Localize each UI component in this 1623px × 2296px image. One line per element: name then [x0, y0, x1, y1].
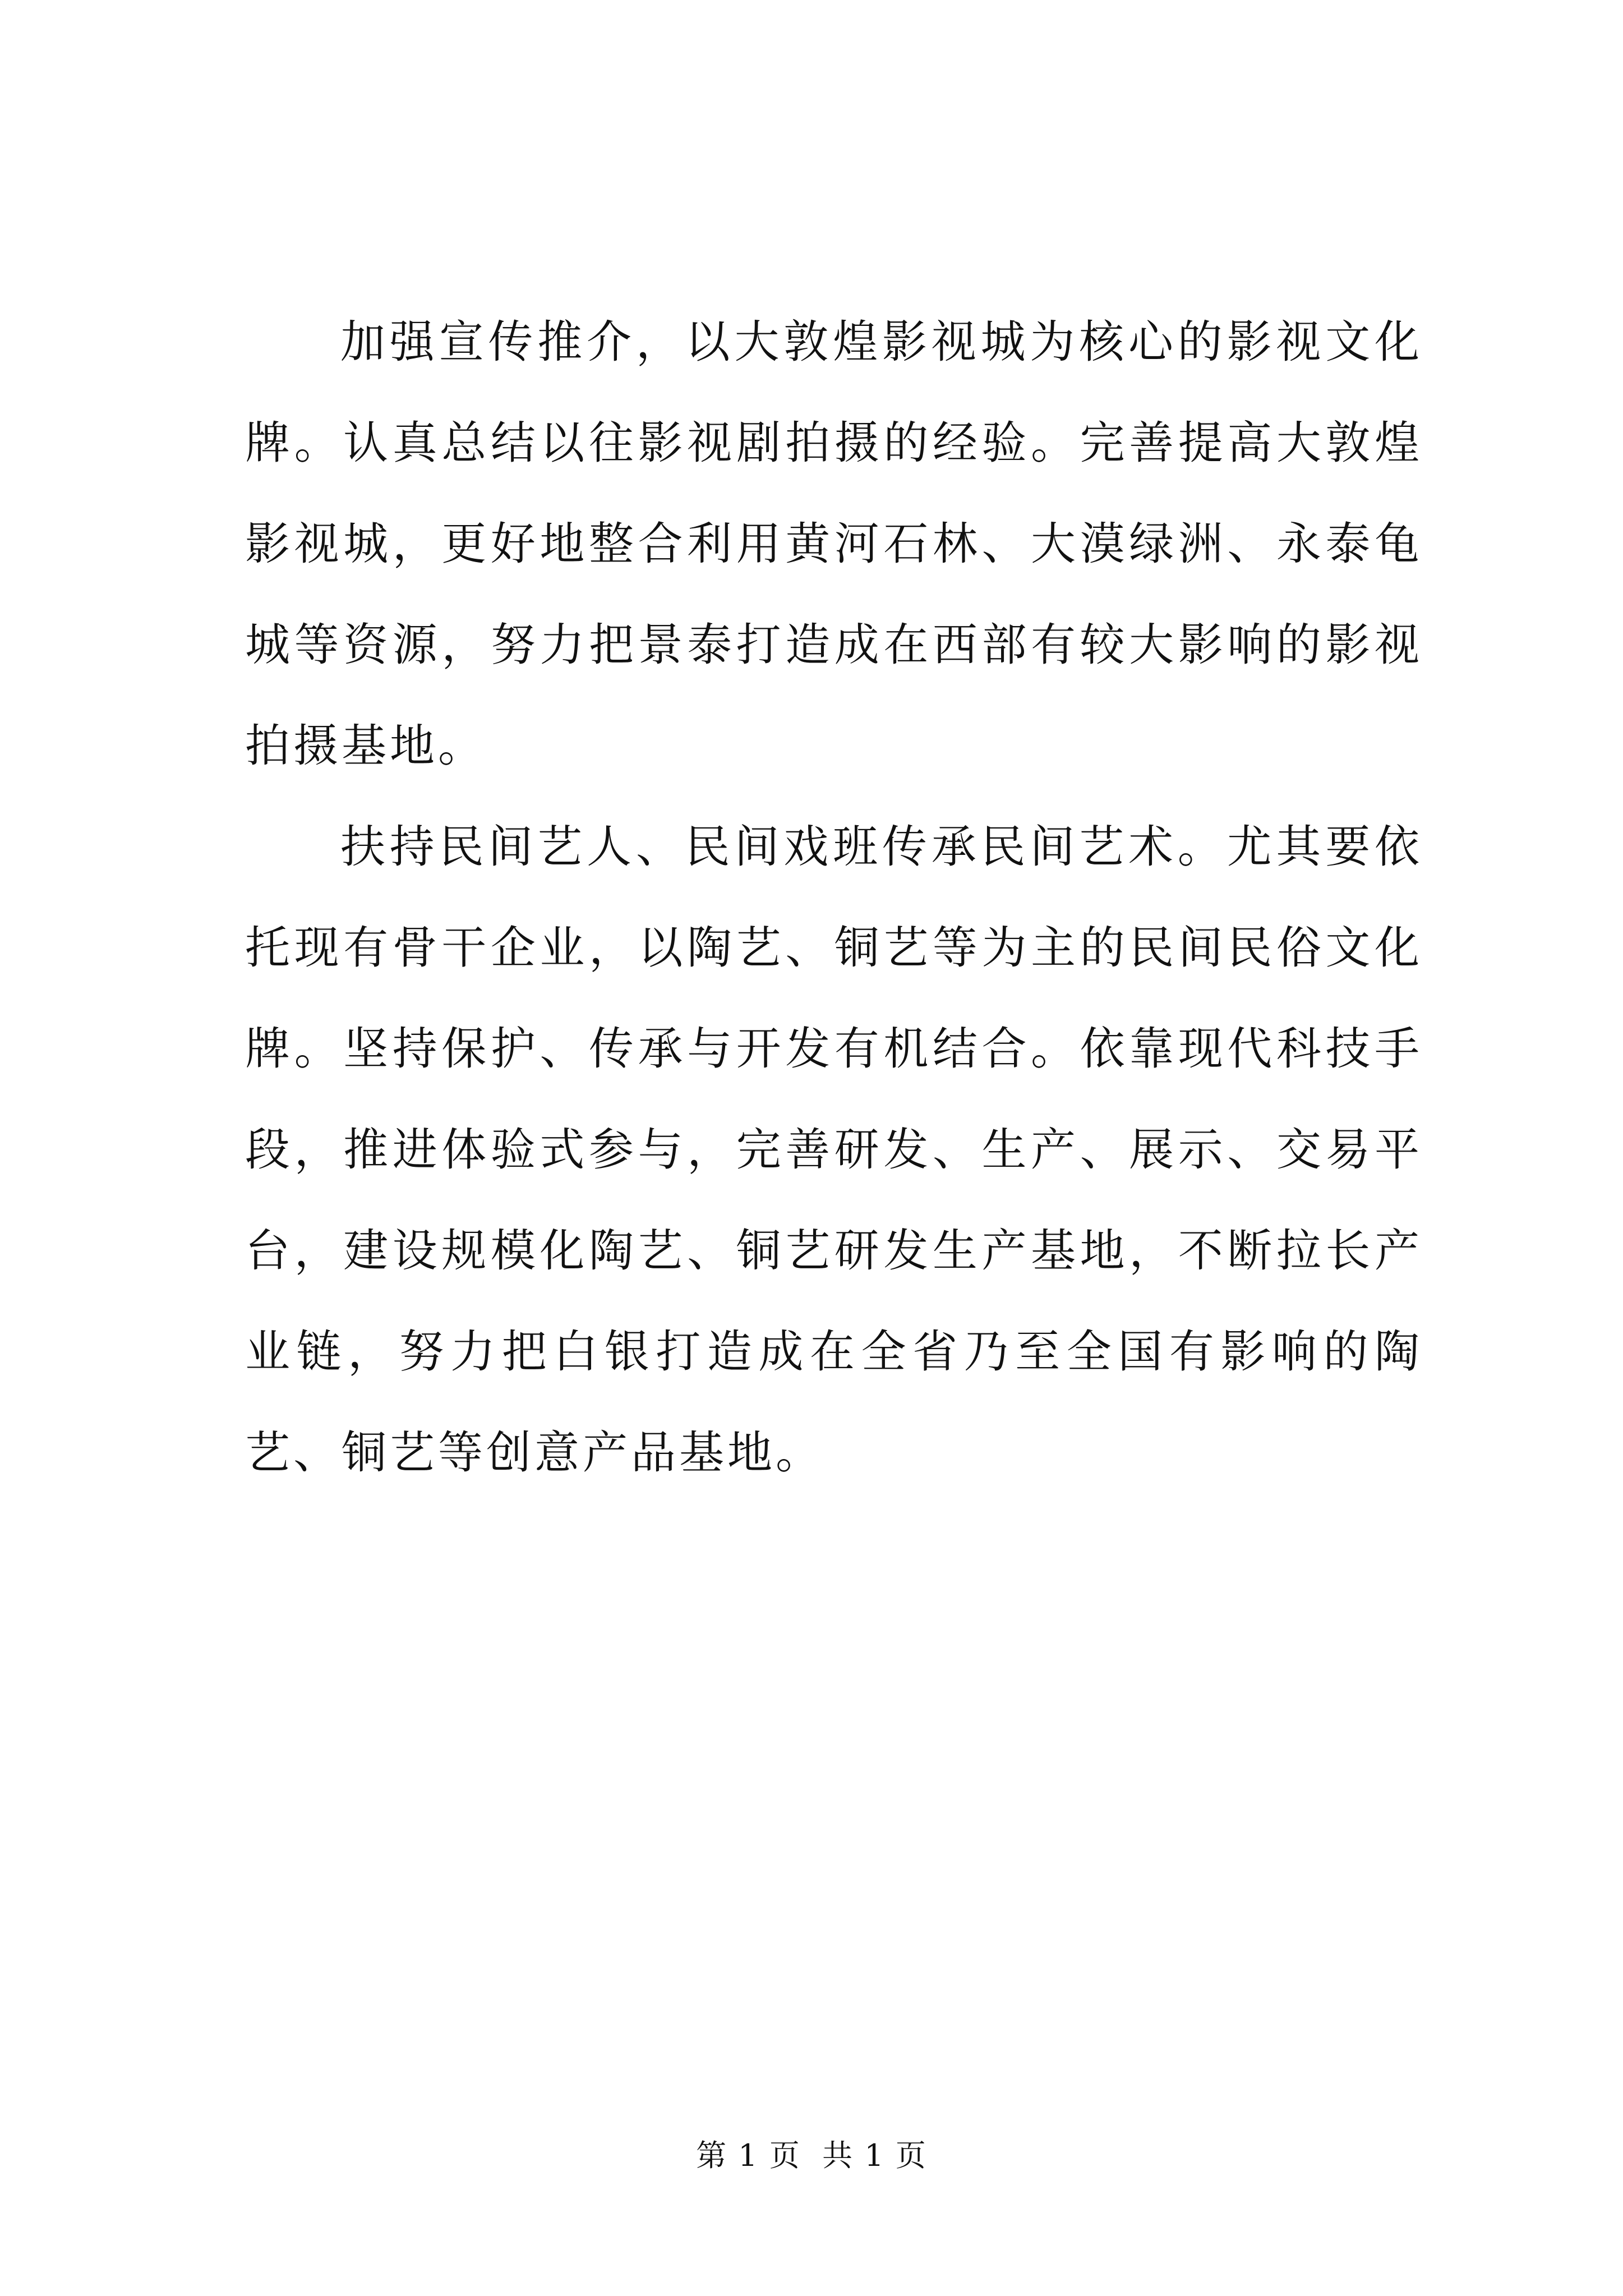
paragraph-1: 加强宣传推介，以大敦煌影视城为核心的影视文化牌。认真总结以往影视剧拍摄的经验。完善提高大敦煌影视城，更好地整合利用黄河石林、大漠绿洲、永泰龟城等资源，努力把景泰打造成在西部有较大影响的影视拍摄基地。	[245, 316, 1423, 772]
paragraph-2: 扶持民间艺人、民间戏班传承民间艺术。尤其要依托现有骨干企业，以陶艺、铜艺等为主的民间民俗文化牌。坚持保护、传承与开发有机结合。依靠现代科技手段，推进体验式参与，完善研发、生产、展示、交易平台，建设规模化陶艺、铜艺研发生产基地，不断拉长产业链，努力把白银打造成在全省乃至全国有影响的陶艺、铜艺等创意产品基地。	[245, 821, 1423, 1479]
page-footer: 第 1 页 共 1 页	[696, 2138, 927, 2173]
document-body	[245, 292, 1423, 1503]
